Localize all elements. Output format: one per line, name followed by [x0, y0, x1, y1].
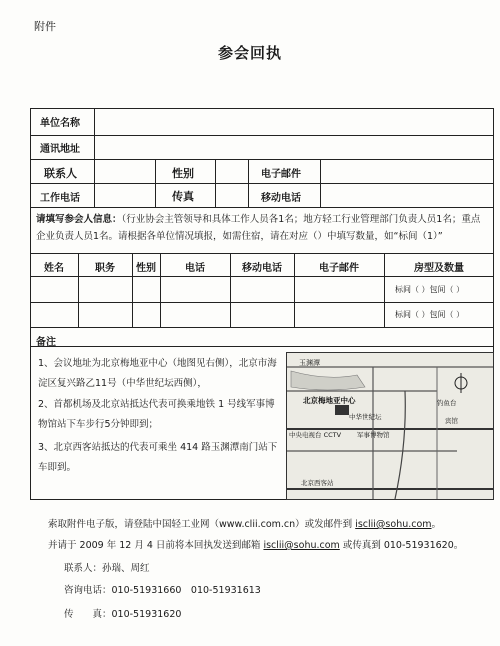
email-link[interactable]: isclii@sohu.com — [355, 519, 432, 530]
footer-line2: 并请于 2009 年 12 月 4 日前将本回执发送到邮箱 isclii@sohu.com 或传真到 010-51931620。 — [48, 540, 464, 551]
unit-name-field[interactable] — [96, 110, 492, 134]
map-label-cctv: 中央电视台 CCTV — [289, 431, 342, 439]
map-label-center: 北京梅地亚中心 — [303, 396, 356, 405]
col-title: 职务 — [95, 263, 115, 274]
attendee-note-body: （行业协会主管领导和具体工作人员各1名；地方轻工行业管理部门负责人员1名；重点企业负责人员1名。请根据各单位情况填报，如需住宿，请在对应（）中填写数量，如“标间（1）” — [36, 214, 481, 242]
map-label-hotel: 宾馆 — [445, 417, 458, 425]
remark-item: 2、首都机场及北京站抵达代表可换乘地铁 1 号线军事博物馆站下车步行5分钟即到； — [38, 399, 275, 430]
map-label-museum: 军事博物馆 — [357, 431, 390, 439]
mobile-label: 移动电话 — [261, 193, 301, 204]
map-label-century: 中华世纪坛 — [349, 413, 382, 421]
footer-fax: 传 真：010-51931620 — [64, 609, 182, 620]
email-link[interactable]: isclii@sohu.com — [263, 540, 340, 551]
table-row[interactable] — [31, 303, 383, 326]
location-map — [286, 352, 494, 500]
fax-field[interactable] — [217, 185, 247, 206]
work-phone-label: 工作电话 — [40, 193, 80, 204]
footer-phone: 咨询电话：010-51931660 010-51931613 — [64, 585, 261, 596]
email-label: 电子邮件 — [261, 169, 301, 180]
remarks-label: 备注 — [36, 337, 56, 348]
gender-field[interactable] — [217, 161, 247, 182]
gender-label: 性别 — [172, 167, 194, 180]
col-phone: 电话 — [185, 263, 205, 274]
col-name: 姓名 — [44, 263, 64, 274]
map-label-west-station: 北京西客站 — [301, 479, 334, 487]
remark-item: 3、北京西客站抵达的代表可乘坐 414 路玉渊潭南门站下车即到。 — [38, 442, 278, 473]
unit-name-label: 单位名称 — [40, 118, 80, 129]
room-option[interactable]: 标间（ ）包间（ ） — [395, 285, 465, 294]
fax-label: 传真 — [172, 190, 194, 203]
venue-marker — [335, 405, 349, 415]
room-option[interactable]: 标间（ ）包间（ ） — [395, 310, 465, 319]
attendee-note-lead: 请填写参会人信息： — [36, 214, 122, 225]
remark-item: 1、会议地址为北京梅地亚中心（地图见右侧），北京市海淀区复兴路乙11号（中华世纪坛西侧）， — [38, 358, 277, 389]
footer-contacts: 联系人：孙瑞、周红 — [64, 563, 150, 574]
attachment-label: 附件 — [34, 20, 56, 33]
page-title: 参会回执 — [217, 44, 282, 62]
contact-field[interactable] — [96, 161, 154, 182]
contact-label: 联系人 — [44, 167, 77, 180]
attendee-note — [36, 211, 488, 245]
table-row[interactable] — [31, 277, 383, 301]
col-mobile: 移动电话 — [242, 263, 282, 274]
address-field[interactable] — [96, 137, 492, 158]
map-label-diaoyutai: 钓鱼台 — [437, 399, 457, 407]
col-room: 房型及数量 — [414, 263, 464, 274]
mobile-field[interactable] — [322, 185, 492, 206]
address-label: 通讯地址 — [40, 144, 80, 155]
footer-line1: 索取附件电子版，请登陆中国轻工业网（www.clii.com.cn）或发邮件到 isclii@sohu.com。 — [48, 519, 442, 530]
work-phone-field[interactable] — [96, 185, 154, 206]
map-label-yuyuantan: 玉渊潭 — [299, 359, 320, 367]
col-email: 电子邮件 — [319, 263, 359, 274]
col-gender: 性别 — [136, 263, 156, 274]
email-field[interactable] — [322, 161, 492, 182]
